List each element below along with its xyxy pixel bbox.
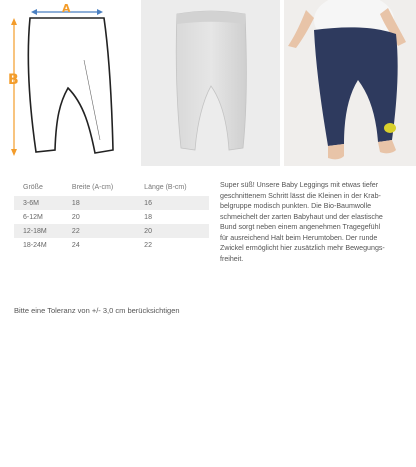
left-foot (328, 144, 344, 159)
length-cell: 18 (144, 213, 152, 221)
table-row (14, 196, 209, 210)
size-cell: 12-18M (23, 227, 47, 235)
description-line: Super süß! Unsere Baby Leggings mit etwas tiefer (220, 181, 379, 189)
width-arrow-right-head (97, 9, 103, 15)
description-line: schmeichelt der zarten Babyhaut und der elastische (220, 212, 383, 221)
description-line: für ausreichend Halt beim Herumtoben. Der runde (220, 233, 378, 242)
description-line: freiheit. (220, 254, 244, 263)
size-diagram (0, 0, 137, 166)
size-cell: 3-6M (23, 199, 39, 207)
table-row (14, 210, 209, 224)
width-cell: 20 (71, 213, 80, 221)
description-line: geschnittenem Schritt lässt die Kleinen in der Krab- (220, 191, 381, 200)
grey-leggings-illustration (141, 0, 280, 166)
product-flat-image (141, 0, 280, 166)
width-arrow-left-head (31, 9, 37, 15)
leggings-body (176, 11, 246, 150)
header-length: Länge (B-cm) (144, 184, 187, 191)
pants-outline (28, 18, 113, 153)
description-line: Zwickel ermöglicht hier zusätzlich mehr Bewegungs- (220, 244, 385, 252)
description-line: Bund sorgt neben einem angenehmen Tragegefühl (220, 223, 381, 231)
length-arrow-top-head (11, 18, 17, 25)
description-line: belgruppe modisch punkten. Die Bio-Baumwolle (220, 202, 372, 210)
product-worn-photo (284, 0, 416, 166)
length-cell: 22 (144, 241, 152, 249)
header-width: Breite (A-cm) (71, 184, 114, 191)
length-arrow-bottom-head (11, 149, 17, 156)
table-row (14, 224, 209, 238)
width-cell: 24 (71, 241, 80, 249)
baby-wearing-leggings-illustration (284, 0, 416, 166)
width-cell: 18 (71, 199, 80, 207)
length-cell: 20 (144, 227, 152, 235)
product-description (220, 180, 412, 264)
size-cell: 18-24M (23, 241, 47, 249)
width-cell: 22 (71, 227, 80, 235)
label-b: B (8, 72, 19, 88)
size-cell: 6-12M (23, 213, 43, 221)
table-row (14, 238, 209, 252)
tolerance-note: Bitte eine Toleranz von +/- 3,0 cm berücksichtigen (14, 306, 180, 315)
header-size: Größe (23, 184, 43, 191)
label-a: A (62, 2, 71, 15)
pants-outline-diagram (0, 0, 137, 166)
toy-ball (384, 123, 396, 133)
size-table (14, 181, 209, 252)
table-header-row (14, 181, 209, 196)
length-cell: 16 (144, 199, 152, 207)
